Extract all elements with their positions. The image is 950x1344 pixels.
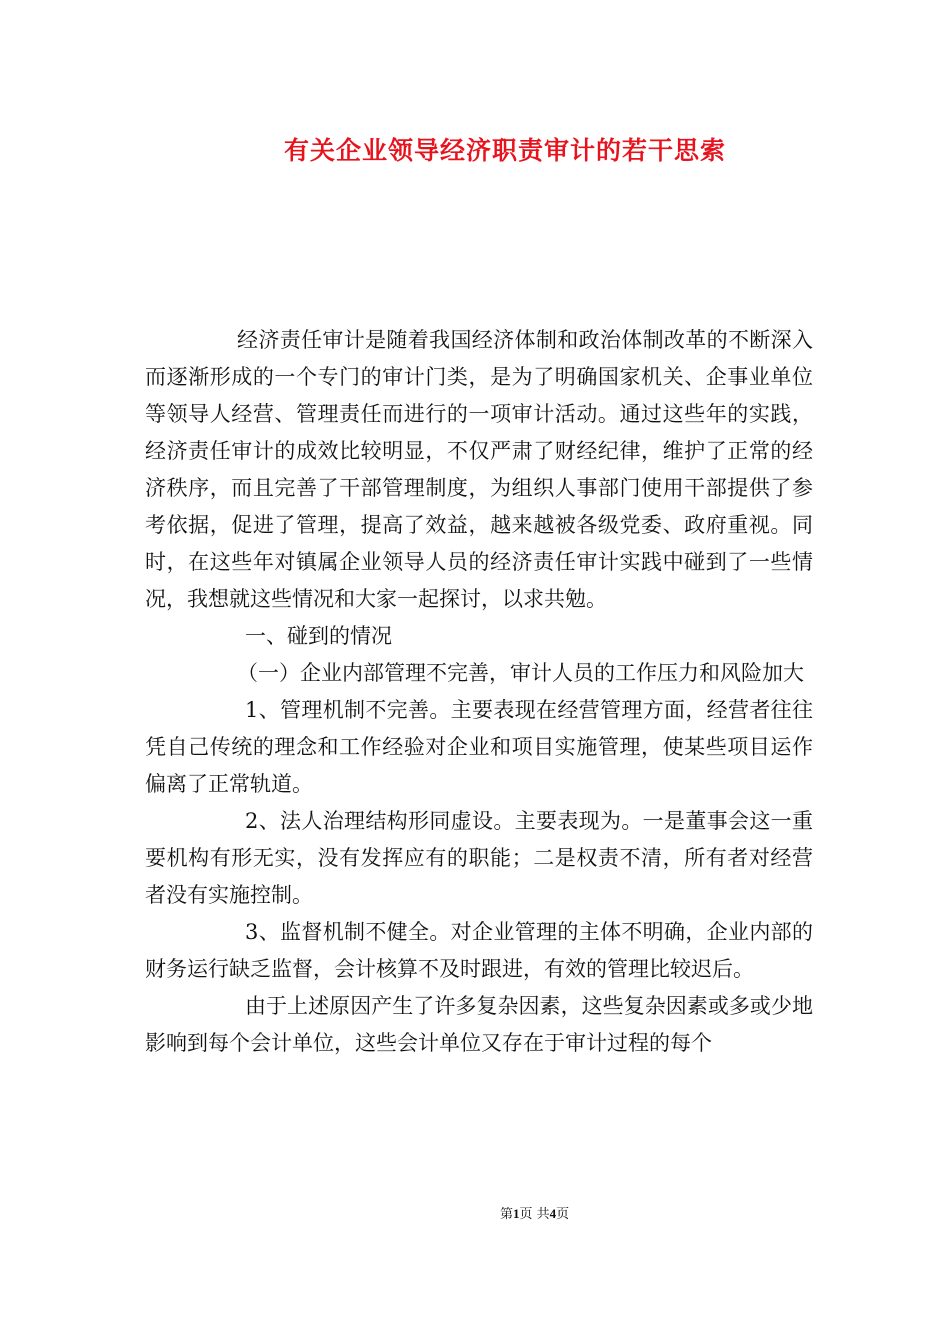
intro-paragraph: 经济责任审计是随着我国经济体制和政治体制改革的不断深入而逐渐形成的一个专门的审计门类，是为了明确国家机关、企事业单位等领导人经营、管理责任而进行的一项审计活动。通过这些年的实践，经济责任审计的成效比较明显，不仅严肃了财经纪律，维护了正常的经济秩序，而且完善了干部管理制度，为组织人事部门使用干部提供了参考依据，促进了管理，提高了效益，越来越被各级党委、政府重视。同时，在这些年对镇属企业领导人员的经济责任审计实践中碰到了一些情况，我想就这些情况和大家一起探讨，以求共勉。 [145,328,813,611]
total-pages-number: 4 [549,1206,557,1221]
document-body [145,322,813,1062]
current-page-number: 1 [513,1206,520,1221]
subsection-heading: （一）企业内部管理不完善，审计人员的工作压力和风险加大 [237,661,804,685]
page-footer [0,1205,950,1224]
list-item: 3、监督机制不健全。对企业管理的主体不明确，企业内部的财务运行缺乏监督，会计核算不及时跟进，有效的管理比较迟后。 [145,920,813,981]
closing-paragraph: 由于上述原因产生了许多复杂因素，这些复杂因素或多或少地影响到每个会计单位，这些会计单位又存在于审计过程的每个 [145,994,813,1055]
list-item: 1、管理机制不完善。主要表现在经营管理方面，经营者往往凭自己传统的理念和工作经验对企业和项目实施管理，使某些项目运作偏离了正常轨道。 [145,698,813,796]
section-heading: 一、碰到的情况 [245,624,392,648]
footer-middle: 页 共 [519,1207,550,1222]
footer-suffix: 页 [556,1207,570,1222]
list-item: 2、法人治理结构形同虚设。主要表现为。一是董事会这一重要机构有形无实，没有发挥应有的职能；二是权责不清，所有者对经营者没有实施控制。 [145,809,813,907]
footer-prefix: 第 [500,1207,514,1222]
document-title: 有关企业领导经济职责审计的若干思索 [283,136,726,165]
